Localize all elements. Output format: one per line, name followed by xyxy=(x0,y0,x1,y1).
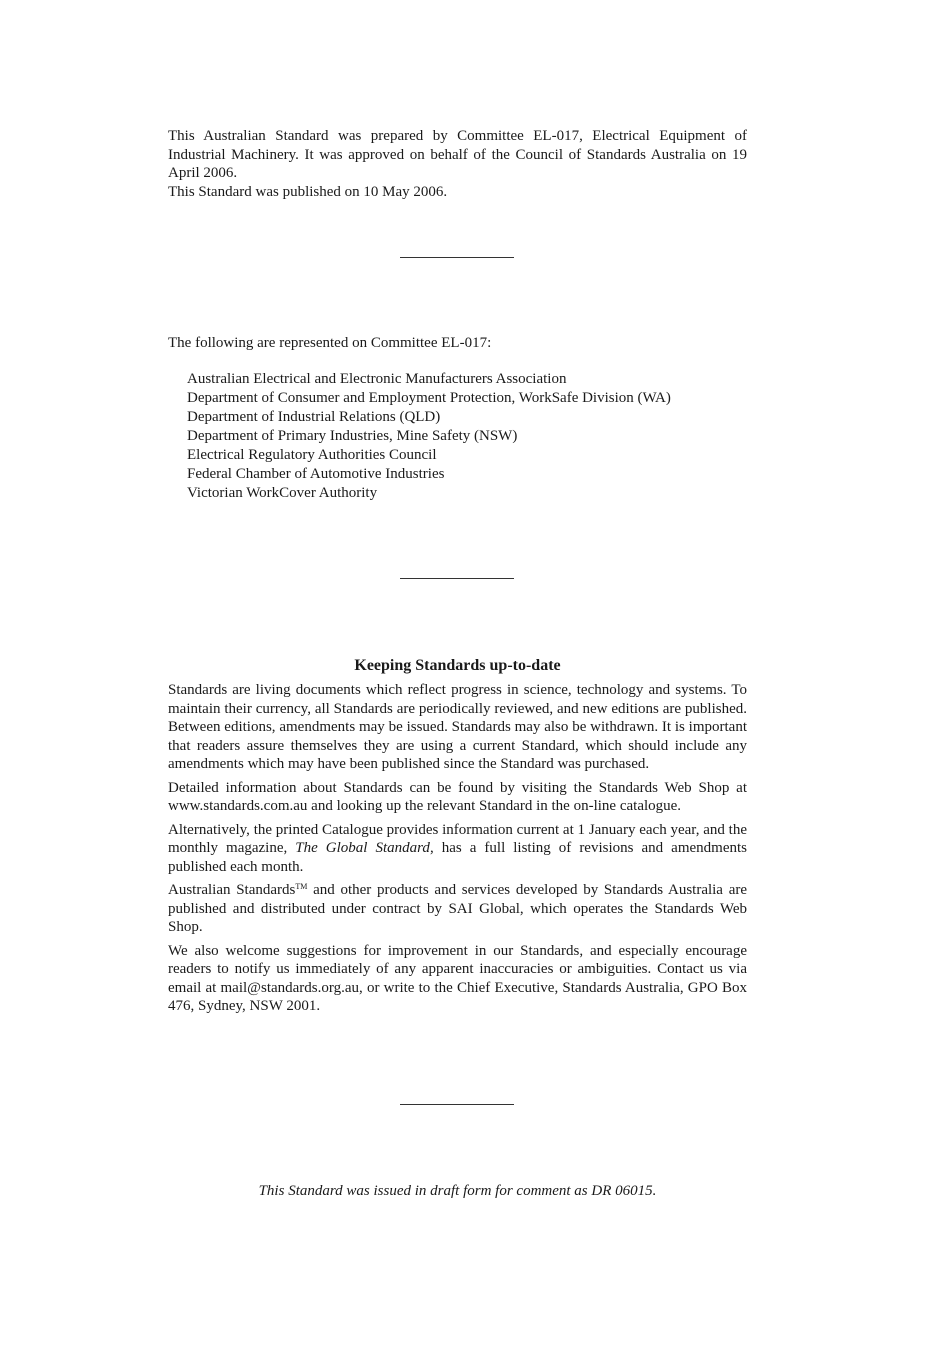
committee-member-list xyxy=(187,370,787,503)
list-item: Australian Electrical and Electronic Manufacturers Association xyxy=(187,371,567,387)
list-item: Department of Consumer and Employment Protection, WorkSafe Division (WA) xyxy=(187,390,671,406)
magazine-title: The Global Standard xyxy=(295,840,430,856)
paragraph-text: , has a full listing of revisions and amendments published each month. xyxy=(168,840,747,875)
draft-notice: This Standard was issued in draft form for comment as DR 06015. xyxy=(258,1183,657,1199)
list-item: Department of Industrial Relations (QLD) xyxy=(187,409,441,425)
paragraph: Detailed information about Standards can be found by visiting the Standards Web Shop at www.standards.com.au and looking up the relevant Standard in the on-line catalogue. xyxy=(168,779,747,814)
keeping-up-to-date-body xyxy=(168,681,747,1021)
list-item: Federal Chamber of Automotive Industries xyxy=(187,466,445,482)
committee-intro: The following are represented on Committee EL-017: xyxy=(168,335,492,351)
divider-rule xyxy=(400,1104,514,1105)
preparation-text: This Australian Standard was prepared by Committee EL-017, Electrical Equipment of Industrial Machinery. It was approved on behalf of the Council of Standards Australia on 19 April 2006. xyxy=(168,128,747,181)
divider-rule xyxy=(400,257,514,258)
list-item: Department of Primary Industries, Mine Safety (NSW) xyxy=(187,428,518,444)
paragraph-text: Alternatively, the printed Catalogue provides information current at 1 January each year, and the monthly magazine, xyxy=(168,821,747,856)
paragraph-text: Australian Standards xyxy=(168,882,296,898)
list-item: Electrical Regulatory Authorities Council xyxy=(187,447,437,463)
preparation-notice xyxy=(168,127,747,201)
paragraph: Standards are living documents which reflect progress in science, technology and systems. To maintain their currency, all Standards are periodically reviewed, and new editions are published. Between editions, amendments may be issued. Standards may also be withdrawn. It is important that readers assure themselves they are using a current Standard, which should include any amendments which may have been published since the Standard was purchased. xyxy=(168,682,747,772)
paragraph: We also welcome suggestions for improvement in our Standards, and especially encourage readers to notify us immediately of any apparent inaccuracies or ambiguities. Contact us via email at mail@standards.org.au, or write to the Chief Executive, Standards Australia, GPO Box 476, Sydney, NSW 2001. xyxy=(168,942,747,1014)
section-heading: Keeping Standards up-to-date xyxy=(354,657,561,674)
paragraph xyxy=(168,821,747,877)
trademark-symbol: TM xyxy=(295,882,308,891)
publication-date-text: This Standard was published on 10 May 2006. xyxy=(168,183,448,200)
divider-rule xyxy=(400,578,514,579)
paragraph-text: and other products and services developed by Standards Australia are published and distributed under contract by SAI Global, which operates the Standards Web Shop. xyxy=(168,882,748,935)
paragraph xyxy=(168,881,747,937)
list-item: Victorian WorkCover Authority xyxy=(187,485,378,501)
